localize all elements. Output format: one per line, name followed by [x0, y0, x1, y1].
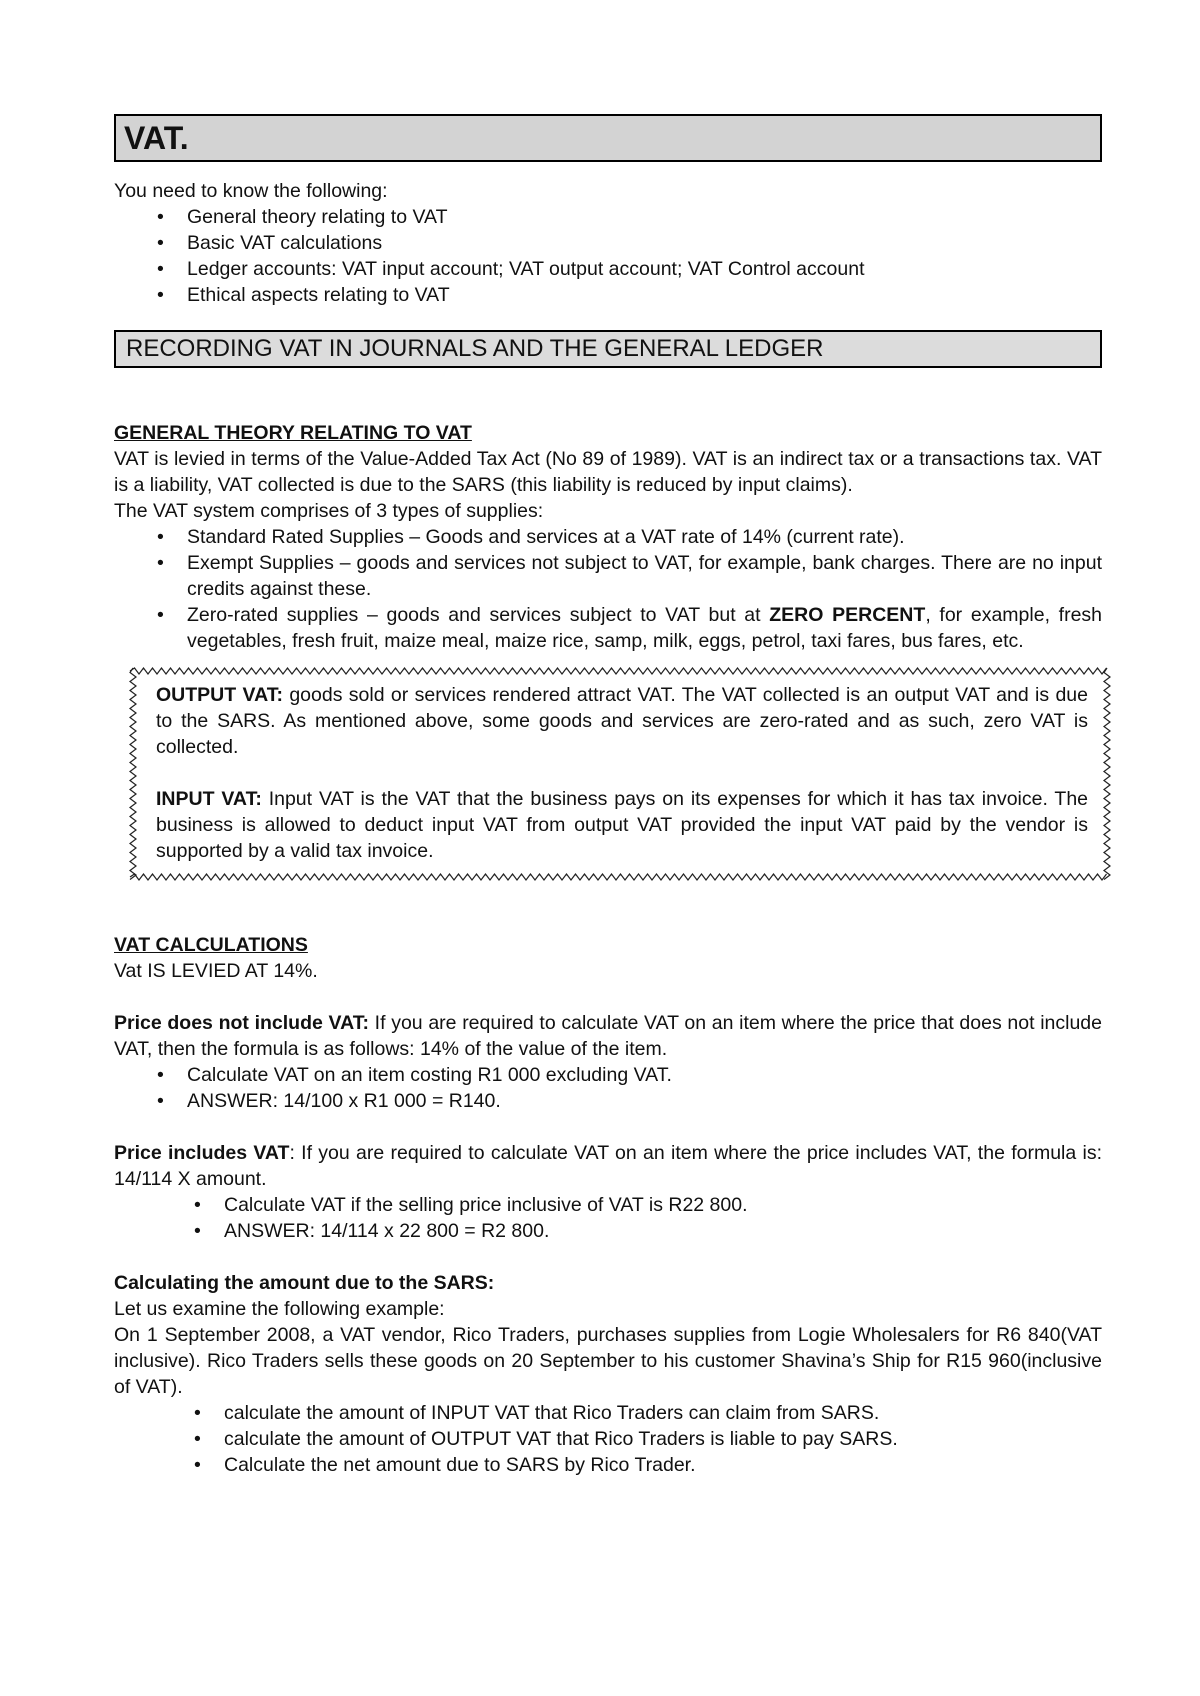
general-theory-heading: GENERAL THEORY RELATING TO VAT: [114, 422, 472, 444]
input-vat-label: INPUT VAT:: [156, 788, 262, 810]
vat-calculations-heading: VAT CALCULATIONS: [114, 934, 308, 956]
wavy-border-bottom: [130, 874, 1107, 880]
vat-rate-text: Vat IS LEVIED AT 14%.: [114, 960, 318, 982]
price-excl-text: If you are required to calculate VAT on an item where the price that does not include VAT, then the formula is as follows: 14% of the value of the item.: [114, 1012, 1102, 1060]
list-item: [114, 602, 1102, 654]
list-item: • ANSWER: 14/100 x R1 000 = R140.: [114, 1088, 1102, 1114]
sars-section: [114, 1270, 1102, 1478]
list-item: • Basic VAT calculations: [114, 230, 1102, 256]
section-title: RECORDING VAT IN JOURNALS AND THE GENERAL LEDGER: [114, 330, 1102, 368]
output-vat-label: OUTPUT VAT:: [156, 684, 283, 706]
supply-types-lead: The VAT system comprises of 3 types of supplies:: [114, 500, 544, 522]
zero-percent-text: ZERO PERCENT: [769, 604, 926, 626]
output-vat-text: goods sold or services rendered attract VAT. The VAT collected is an output VAT and is due to the SARS. As mentioned above, some goods and services are zero-rated and as such, zero VAT is collected.: [156, 684, 1088, 758]
sars-lead: Let us examine the following example:: [114, 1298, 445, 1320]
wavy-border-top: [130, 668, 1107, 674]
sars-task-list: [114, 1400, 1102, 1478]
list-item: • Calculate VAT if the selling price inclusive of VAT is R22 800.: [114, 1192, 1102, 1218]
list-item: • General theory relating to VAT: [114, 204, 1102, 230]
list-item: • Calculate the net amount due to SARS by Rico Trader.: [114, 1452, 1102, 1478]
wavy-border-left: [130, 668, 136, 880]
list-item: • Ethical aspects relating to VAT: [114, 282, 1102, 308]
price-excl-list: [114, 1062, 1102, 1114]
output-vat-paragraph: [156, 682, 1088, 760]
input-vat-paragraph: [156, 786, 1088, 864]
list-item: • calculate the amount of OUTPUT VAT that Rico Traders is liable to pay SARS.: [114, 1426, 1102, 1452]
vat-definition-box: [130, 668, 1110, 880]
list-item: • Exempt Supplies – goods and services not subject to VAT, for example, bank charges. There are no input credits against these.: [114, 550, 1102, 602]
general-theory-section: [114, 420, 1102, 654]
list-item: • Standard Rated Supplies – Goods and services at a VAT rate of 14% (current rate).: [114, 524, 1102, 550]
sars-heading: Calculating the amount due to the SARS:: [114, 1272, 495, 1294]
wavy-border-right: [1104, 668, 1110, 880]
vat-calculations-section: [114, 932, 1102, 1244]
price-incl-text: : If you are required to calculate VAT on an item where the price includes VAT, the formula is: 14/114 X amount.: [114, 1142, 1103, 1190]
input-vat-text: Input VAT is the VAT that the business pays on its expenses for which it has tax invoice. The business is allowed to deduct input VAT from output VAT provided the input VAT paid by the vendor is supported by a valid tax invoice.: [156, 788, 1089, 862]
list-item: • calculate the amount of INPUT VAT that Rico Traders can claim from SARS.: [114, 1400, 1102, 1426]
intro-section: [114, 178, 1102, 308]
item-text: , for example, fresh vegetables, fresh fruit, maize meal, maize rice, samp, milk, eggs, petrol, taxi fares, bus fares, etc.: [187, 604, 1103, 652]
document-title: VAT.: [114, 114, 1102, 162]
intro-list: [114, 204, 1102, 308]
supply-types-list: [114, 524, 1102, 654]
sars-example: On 1 September 2008, a VAT vendor, Rico Traders, purchases supplies from Logie Wholesalers for R6 840(VAT inclusive). Rico Traders sells these goods on 20 September to his customer Shavina’s Ship for R15 960(inclusive of VAT).: [114, 1324, 1102, 1398]
intro-lead: You need to know the following:: [114, 180, 388, 202]
list-item: • Ledger accounts: VAT input account; VAT output account; VAT Control account: [114, 256, 1102, 282]
price-incl-list: [114, 1192, 1102, 1244]
price-excl-paragraph: [114, 1010, 1102, 1062]
vat-definition-content: [156, 682, 1088, 864]
list-item: • Calculate VAT on an item costing R1 000 excluding VAT.: [114, 1062, 1102, 1088]
price-incl-label: Price includes VAT: [114, 1142, 290, 1164]
page-content: [114, 114, 1102, 1478]
price-excl-label: Price does not include VAT:: [114, 1012, 369, 1034]
general-theory-paragraph: VAT is levied in terms of the Value-Added Tax Act (No 89 of 1989). VAT is an indirect tax or a transactions tax. VAT is a liability, VAT collected is due to the SARS (this liability is reduced by input claims).: [114, 448, 1102, 496]
price-incl-paragraph: [114, 1140, 1102, 1192]
item-text: Zero-rated supplies – goods and services subject to VAT but at: [187, 604, 770, 626]
list-item: • ANSWER: 14/114 x 22 800 = R2 800.: [114, 1218, 1102, 1244]
